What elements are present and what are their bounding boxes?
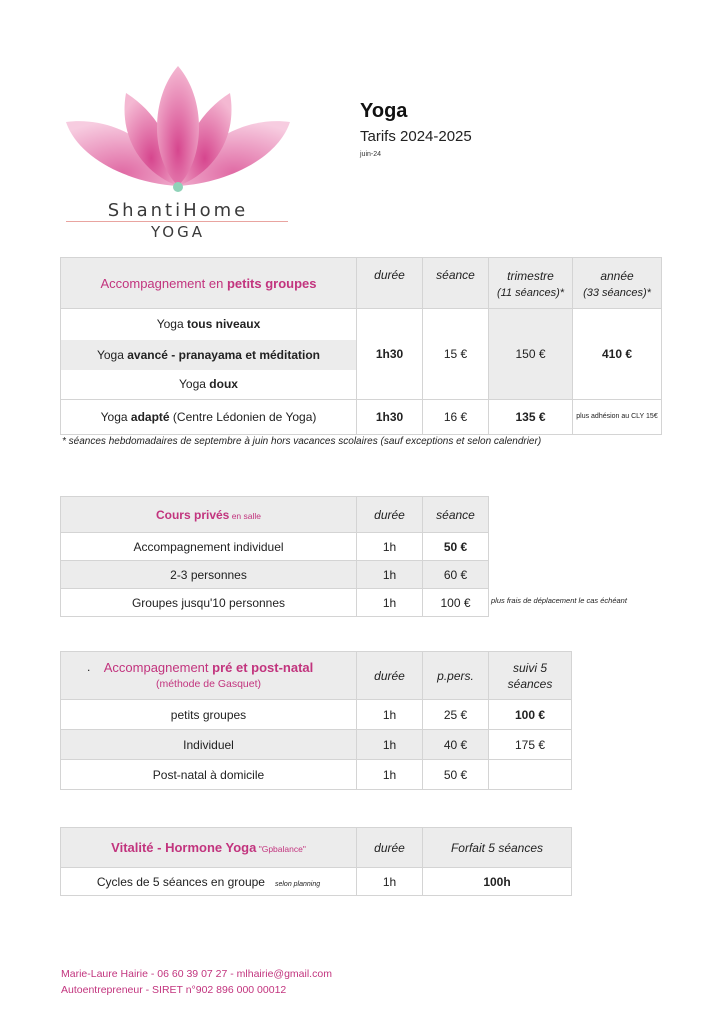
row-label: Individuel — [61, 730, 357, 760]
col-ppers: p.pers. — [423, 652, 489, 700]
row-label-pre: Yoga — [179, 377, 210, 392]
cell-ppers: 50 € — [423, 760, 489, 790]
cell-duree: 1h — [357, 533, 423, 561]
col-suivi: suivi 5 séances — [489, 652, 572, 700]
col-annee — [573, 258, 662, 309]
cell-seance: 100 € — [423, 589, 489, 617]
cell-suivi — [489, 760, 572, 790]
table-title-bold: petits groupes — [226, 275, 317, 291]
col-seance: séance — [423, 258, 489, 309]
brand-subtitle: YOGA — [150, 223, 206, 241]
table-title — [61, 258, 357, 309]
page-subtitle: Tarifs 2024-2025 — [360, 128, 472, 145]
table-title-bold: Cours privés — [155, 507, 230, 522]
row-label: petits groupes — [61, 700, 357, 730]
col-trimestre-sub: (11 séances)* — [496, 287, 565, 299]
title-dot: . — [87, 660, 91, 674]
lotus-logo-icon — [58, 58, 298, 198]
cell-forfait: 100h — [423, 868, 572, 896]
row-label: Accompagnement individuel — [61, 533, 357, 561]
cell-adhesion: plus adhésion au CLY 15€ — [573, 400, 662, 435]
table-row — [61, 533, 489, 561]
row-label — [61, 370, 357, 400]
footer-siret: Autoentrepreneur - SIRET n°902 896 000 00012 — [61, 984, 287, 996]
cell-suivi: 175 € — [489, 730, 572, 760]
cell-ppers: 25 € — [423, 700, 489, 730]
table-title-sub: (méthode de Gasquet) — [155, 677, 262, 690]
table-row — [61, 589, 489, 617]
table-row — [61, 700, 572, 730]
col-annee-sub: (33 séances)* — [583, 287, 651, 299]
col-duree: durée — [357, 828, 423, 868]
brand-logo — [58, 58, 298, 248]
cell-duree: 1h — [357, 730, 423, 760]
table-title — [61, 828, 357, 868]
table-row — [61, 561, 489, 589]
col-trimestre-label: trimestre — [507, 269, 554, 283]
table-title — [61, 652, 357, 700]
table-title-bold: Vitalité - Hormone Yoga — [111, 840, 257, 855]
row-label: Groupes jusqu'10 personnes — [61, 589, 357, 617]
row-label-bold: avancé - pranayama et méditation — [127, 347, 320, 362]
page-date: juin-24 — [360, 151, 382, 158]
row-label-post: (Centre Lédonien de Yoga) — [169, 410, 317, 424]
col-duree: durée — [357, 497, 423, 533]
cell-seance: 15 € — [423, 309, 489, 400]
table-title-text: Accompagnement — [103, 659, 213, 675]
cell-suivi: 100 € — [489, 700, 572, 730]
row-label-text: Cycles de 5 séances en groupe — [96, 874, 265, 889]
cell-duree: 1h — [357, 700, 423, 730]
col-trimestre — [489, 258, 573, 309]
row-label-bold: tous niveaux — [186, 317, 261, 332]
row-label: 2-3 personnes — [61, 561, 357, 589]
table-title-small: en salle — [229, 510, 262, 521]
brand-name: ShantiHome — [107, 200, 249, 221]
row-label — [61, 868, 357, 896]
page-title: Yoga — [360, 100, 408, 122]
cell-annee: 410 € — [573, 309, 662, 400]
table-title-bold: pré et post-natal — [212, 659, 314, 675]
cell-duree: 1h — [357, 760, 423, 790]
table-title-text: Accompagnement en — [100, 275, 227, 291]
footnote: * séances hebdomadaires de septembre à juin hors vacances scolaires (sauf exceptions et selon calendrier) — [62, 436, 542, 447]
table-vitalite — [60, 827, 572, 896]
table-header-row — [61, 497, 489, 533]
table-pre-post-natal — [60, 651, 572, 790]
col-annee-label: année — [600, 269, 634, 283]
table-header-row — [61, 258, 662, 309]
table-row-adapte — [61, 400, 662, 435]
row-label — [61, 309, 357, 340]
cell-seance: 60 € — [423, 561, 489, 589]
cell-ppers: 40 € — [423, 730, 489, 760]
table-row — [61, 760, 572, 790]
cell-duree: 1h — [357, 868, 423, 896]
col-seance: séance — [423, 497, 489, 533]
brand-divider — [66, 221, 288, 222]
table-row — [61, 868, 572, 896]
row-label-pre: Yoga — [96, 347, 128, 362]
table-header-row — [61, 652, 572, 700]
row-label-bold: adapté — [130, 410, 170, 424]
cell-trimestre: 135 € — [489, 400, 573, 435]
row-label — [61, 340, 357, 370]
row-label-small: selon planning — [274, 880, 321, 888]
cell-seance: 50 € — [423, 533, 489, 561]
side-note: plus frais de déplacement le cas échéant — [491, 596, 627, 605]
table-petits-groupes — [60, 257, 662, 435]
cell-seance: 16 € — [423, 400, 489, 435]
row-label: Post-natal à domicile — [61, 760, 357, 790]
table-title — [61, 497, 357, 533]
row-label-pre: Yoga — [100, 410, 131, 424]
table-header-row — [61, 828, 572, 868]
table-row — [61, 730, 572, 760]
table-title-small: "Gpbalance" — [256, 844, 306, 854]
cell-duree: 1h — [357, 589, 423, 617]
row-label-pre: Yoga — [156, 317, 187, 332]
cell-duree: 1h30 — [357, 309, 423, 400]
cell-duree: 1h — [357, 561, 423, 589]
col-duree: durée — [357, 258, 423, 309]
col-forfait: Forfait 5 séances — [423, 828, 572, 868]
footer-contact: Marie-Laure Hairie - 06 60 39 07 27 - mlhairie@gmail.com — [61, 968, 332, 980]
table-cours-prives — [60, 496, 489, 617]
row-label-bold: doux — [209, 377, 238, 392]
row-label — [61, 400, 357, 435]
table-row — [61, 309, 662, 340]
cell-duree: 1h30 — [357, 400, 423, 435]
cell-trimestre: 150 € — [489, 309, 573, 400]
col-duree: durée — [357, 652, 423, 700]
